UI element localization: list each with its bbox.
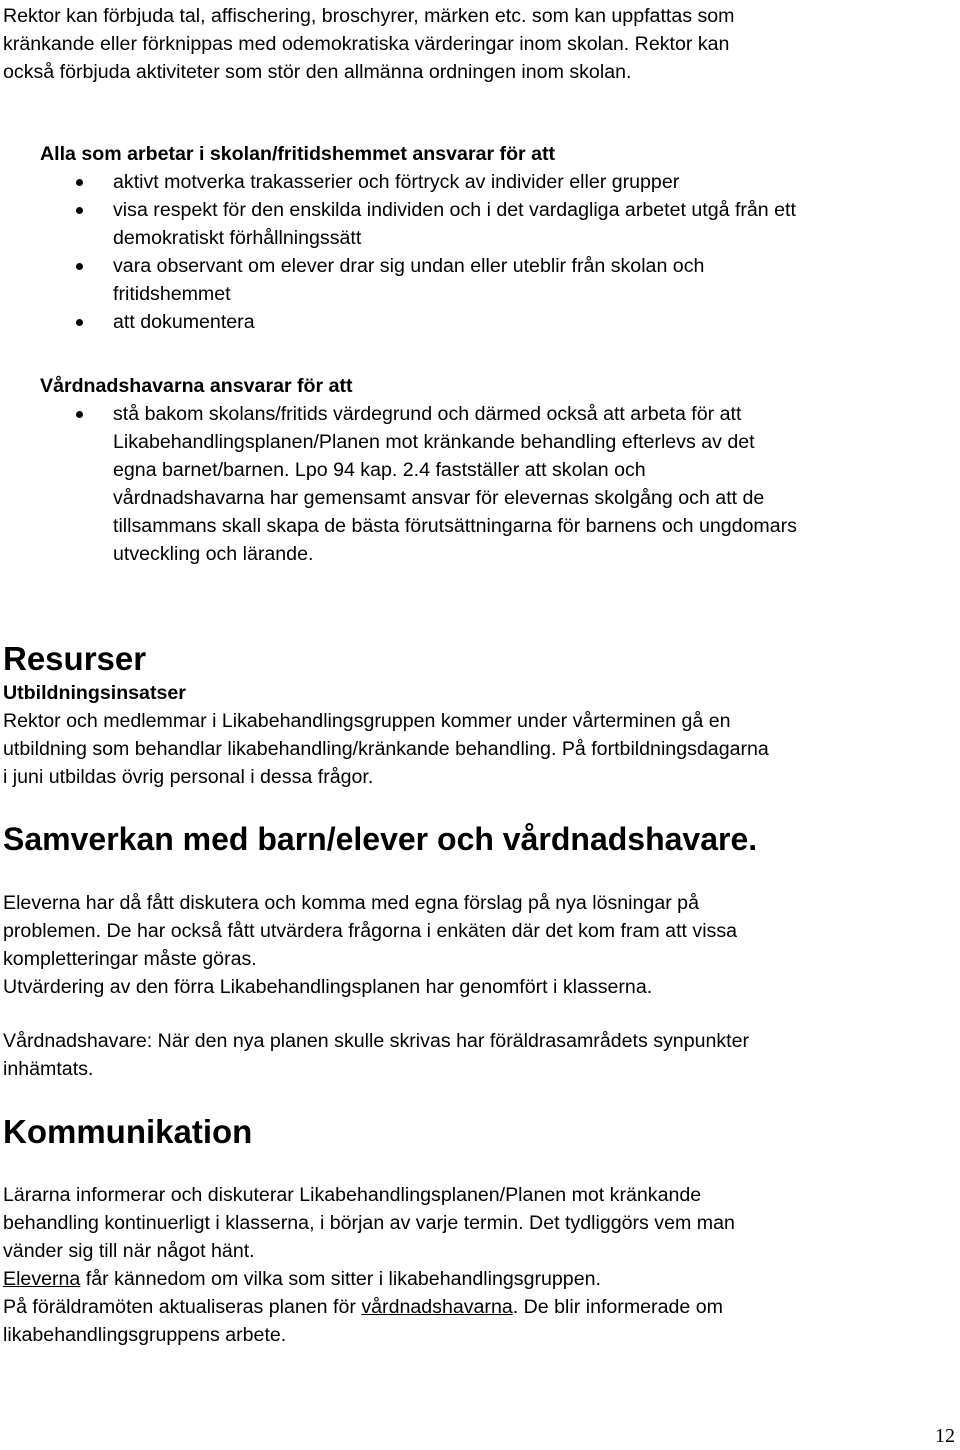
intro-line: kränkande eller förknippas med odemokratiska värderingar inom skolan. Rektor kan: [3, 33, 730, 55]
intro-line: Rektor kan förbjuda tal, affischering, broschyrer, märken etc. som kan uppfattas som: [3, 5, 735, 27]
text-line: utbildning som behandlar likabehandling/kränkande behandling. På fortbildningsdagarna: [3, 738, 769, 760]
text-line: problemen. De har också fått utvärdera frågorna i enkäten där det kom fram att vissa: [3, 920, 738, 942]
text-line: Lärarna informerar och diskuterar Likabehandlingsplanen/Planen mot kränkande: [3, 1184, 702, 1206]
bullet-icon: [76, 263, 83, 270]
intro-paragraph: [3, 2, 734, 86]
samverkan-title: Samverkan med barn/elever och vårdnadshavare.: [3, 821, 758, 857]
text-line: kompletteringar måste göras.: [3, 948, 257, 970]
resurser-subtitle: Utbildningsinsatser: [3, 682, 186, 704]
intro-line: också förbjuda aktiviteter som stör den allmänna ordningen inom skolan.: [3, 61, 632, 83]
text-line: inhämtats.: [3, 1058, 94, 1080]
guardians-list: [73, 400, 953, 568]
text-line: Eleverna får kännedom om vilka som sitter i likabehandlingsgruppen.: [3, 1268, 601, 1290]
list-item: aktivt motverka trakasserier och förtryck av individer eller grupper: [73, 168, 953, 196]
bullet-icon: [76, 411, 83, 418]
bullet-icon: [76, 179, 83, 186]
text-line: Utvärdering av den förra Likabehandlingsplanen har genomfört i klasserna.: [3, 976, 653, 998]
bullet-icon: [76, 207, 83, 214]
kommunikation-title: Kommunikation: [3, 1113, 253, 1150]
underlined-term: Eleverna: [3, 1268, 81, 1290]
text-line: Eleverna har då fått diskutera och komma med egna förslag på nya lösningar på: [3, 892, 699, 914]
text-line: behandling kontinuerligt i klasserna, i början av varje termin. Det tydliggörs vem man: [3, 1212, 735, 1234]
bullet-icon: [76, 319, 83, 326]
text-line: Vårdnadshavare: När den nya planen skulle skrivas har föräldrasamrådets synpunkter: [3, 1030, 750, 1052]
underlined-term: vårdnadshavarna: [361, 1296, 513, 1318]
list-item: stå bakom skolans/fritids värdegrund och därmed också att arbeta för att Likabehandlingsplanen/Planen mot kränkande behandling efterlevs av det egna barnet/barnen. Lpo 94 kap. 2.4 fastställer att skolan och vårdnadshavarna har gemensamt ansvar för elevernas skolgång och att de tillsammans skall skapa de bästa förutsättningarna för barnens och ungdomars utveckling och lärande.: [73, 400, 953, 568]
text-line: Rektor och medlemmar i Likabehandlingsgruppen kommer under vårterminen gå en: [3, 710, 731, 732]
text-line: På föräldramöten aktualiseras planen för vårdnadshavarna. De blir informerade om: [3, 1296, 723, 1318]
samverkan-paragraph-1: [3, 889, 737, 1001]
text-line: vänder sig till när något hänt.: [3, 1240, 255, 1262]
resurser-title: Resurser: [3, 640, 147, 677]
page-number: 12: [935, 1425, 955, 1447]
kommunikation-paragraph: [3, 1181, 735, 1349]
samverkan-paragraph-2: [3, 1027, 749, 1083]
resurser-paragraph: [3, 707, 769, 791]
text-line: i juni utbildas övrig personal i dessa frågor.: [3, 766, 374, 788]
guardians-heading: Vårdnadshavarna ansvarar för att: [40, 375, 353, 397]
list-item: att dokumentera: [73, 308, 953, 336]
list-item: vara observant om elever drar sig undan eller uteblir från skolan och fritidshemmet: [73, 252, 953, 308]
staff-heading: Alla som arbetar i skolan/fritidshemmet ansvarar för att: [40, 143, 556, 165]
text-line: likabehandlingsgruppens arbete.: [3, 1324, 287, 1346]
list-item: visa respekt för den enskilda individen och i det vardagliga arbetet utgå från ett demokratiskt förhållningssätt: [73, 196, 953, 252]
staff-list: [73, 168, 953, 336]
